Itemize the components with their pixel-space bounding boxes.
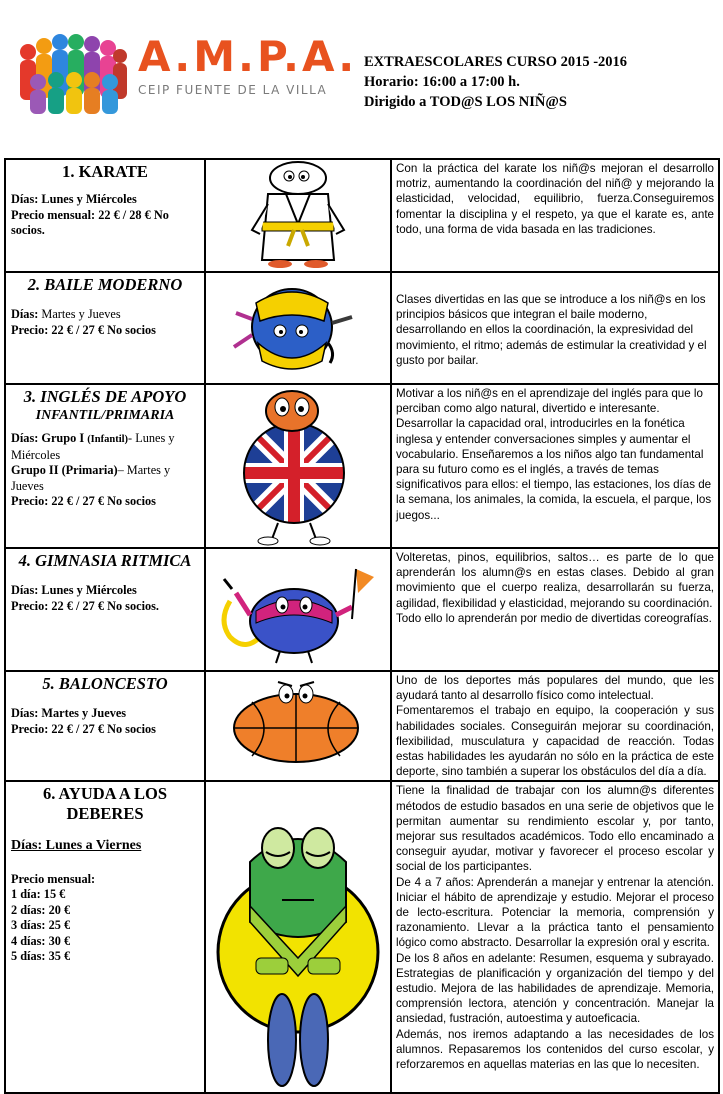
activity-info	[5, 159, 205, 272]
activity-days: Días: Martes y Jueves	[11, 706, 127, 720]
activity-description	[391, 671, 719, 781]
activity-title: 4. GIMNASIA RITMICA	[18, 551, 192, 570]
activity-row-dance	[5, 272, 719, 384]
activity-description	[391, 548, 719, 671]
activities-table	[4, 158, 720, 1094]
activity-description	[391, 781, 719, 1093]
group-two	[11, 463, 199, 494]
uk-flag-character-icon	[206, 385, 390, 547]
people-group-logo-icon	[14, 26, 130, 116]
price-2-days: 2 días: 20 €	[11, 902, 71, 917]
description-text: Tiene la finalidad de trabajar con los alumn@s diferentes métodos de estudio basados en una serie de objetivos que le permitan aumentar su rendimiento escolar y, por tanto, mejorar sus resultados académicos. Todo ello encaminado a conseguir ayudar, motivar y favorecer el proceso escolar y social de los participantes.	[396, 784, 714, 874]
activity-image-cell	[205, 159, 391, 272]
page-header	[0, 0, 723, 150]
activity-info	[5, 272, 205, 384]
price-label: Precio mensual:	[11, 871, 96, 886]
course-title: EXTRAESCOLARES CURSO 2015 -2016	[364, 54, 628, 70]
activity-info	[5, 384, 205, 548]
group-one-label: Días: Grupo I	[11, 431, 88, 445]
activity-image-cell	[205, 548, 391, 671]
activity-days	[11, 307, 199, 323]
group-two-days: – Martes y Jueves	[11, 463, 171, 493]
activity-image-cell	[205, 272, 391, 384]
activity-price: Precio: 22 € / 27 € No socios	[11, 322, 156, 337]
activity-title: 5. BALONCESTO	[42, 674, 168, 693]
schedule: Horario: 16:00 a 17:00 h.	[364, 74, 520, 90]
ampa-logo-text: A.M.P.A.	[138, 32, 358, 81]
description-text-2: Todo ello lo aprenderán por medio de divertidas coreografías.	[396, 611, 712, 625]
activity-description: Con la práctica del karate los niñ@s mejoran el desarrollo motriz, aumentando la coordinación del niñ@ y mejorando la elasticidad, velocidad, equilibrio, fuerza.Conseguiremos fomentar la disciplina y el respeto, ya que el karate es, ante todo, una forma de vida basada en las tradiciones.	[391, 159, 719, 272]
audience: Dirigido a TOD@S LOS NIÑ@S	[364, 94, 567, 110]
activity-price: Precio: 22 € / 27 € No socios	[11, 721, 156, 736]
activity-info	[5, 781, 205, 1093]
activity-image-cell	[205, 384, 391, 548]
description-text: Volteretas, pinos, equilibrios, saltos… es parte de lo que aprenderán los alumn@s en estas clases. Debido al gran movimiento que el cuerpo realiza, desarrollarán su fuerza, agilidad, flexibilidad y elasticidad, mejorando su coordinación.	[396, 551, 714, 610]
description-text-4: Además, nos iremos adaptando a las necesidades de los alumnos. Repasaremos los contenidos del curso escolar, y reforzaremos en aquellas materias en las que lo necesiten.	[396, 1027, 714, 1072]
activity-info	[5, 671, 205, 781]
description-text-2: De 4 a 7 años: Aprenderán a manejar y entrenar la atención. Iniciar el hábito de aprendizaje y estudio. Mejorar el proceso de lecto-escritura. Potenciar la memoria, comprensión y razonamiento. Llevar a la práctica tanto el pensamiento lógico como abstracto. Desarrollar la expresión oral y escrita.	[396, 875, 714, 950]
description-text-3: De los 8 años en adelante: Resumen, esquema y subrayado. Estrategias de planificación y organización del tiempo y del estudio. Mejora de las habilidades de aprendizaje. Memoria, comprensión lectora, atención y concentración. Manejar la ansiedad, fustración, autoestima y autoeficacia.	[396, 951, 714, 1026]
description-text: Uno de los deportes más populares del mundo, que les ayudará tanto al desarrollo físico como intelectual.	[396, 674, 714, 703]
activity-title: 2. BAILE MODERNO	[27, 275, 183, 294]
activity-title: 1. KARATE	[62, 162, 148, 181]
activity-price: Precio: 22 € / 27 € No socios.	[11, 598, 159, 613]
activity-row-karate	[5, 159, 719, 272]
price-1-day: 1 día: 15 €	[11, 887, 66, 902]
student-character-icon	[206, 782, 390, 1092]
activity-title: 3. INGLÉS DE APOYO	[23, 387, 187, 406]
activity-row-gymnastics	[5, 548, 719, 671]
price-5-days: 5 días: 35 €	[11, 949, 71, 964]
school-name: CEIP FUENTE DE LA VILLA	[138, 83, 328, 97]
gymnastics-character-icon	[206, 549, 390, 670]
activity-subtitle: INFANTIL/PRIMARIA	[35, 408, 175, 423]
price-4-days: 4 días: 30 €	[11, 933, 71, 948]
activity-description: Motivar a los niñ@s en el aprendizaje del inglés para que lo perciban como algo natural, divertido e interesante. Desarrollar la capacidad oral, introducirles en la fonética inglesa y entender conversaciones simples y aumentar el vocabulario. Enseñaremos a los niños algo tan fundamental para su futuro como es el inglés, a través de temas significativos para ellos: el tiempo, las estaciones, los días de la semana, los animales, la comida, la escuela, el parque, los juegos...	[391, 384, 719, 548]
activity-days: Días: Lunes a Viernes	[11, 838, 142, 854]
activity-days: Días: Lunes y Miércoles	[11, 583, 137, 597]
karate-character-icon	[206, 160, 390, 271]
basketball-character-icon	[206, 672, 390, 773]
group-one-days: - Lunes y Miércoles	[11, 431, 175, 462]
activity-price: Precio mensual: 22 € / 28 € No socios.	[11, 207, 169, 237]
group-two-label: Grupo II (Primaria)	[11, 463, 118, 477]
activity-row-basketball	[5, 671, 719, 781]
days-value: Martes y Jueves	[38, 307, 121, 321]
activity-title: 6. AYUDA A LOS DEBERES	[42, 784, 168, 824]
header-info	[364, 52, 627, 112]
activity-row-english	[5, 384, 719, 548]
group-one-level: (Infantil)	[87, 434, 129, 445]
activity-image-cell	[205, 671, 391, 781]
activity-image-cell	[205, 781, 391, 1093]
price-3-days: 3 días: 25 €	[11, 918, 71, 933]
description-text: Clases divertidas en las que se introduce a los niñ@s en los principios básicos que integran el baile moderno, desarrollando en ellos la coordinación, la expresividad del movimiento, el ritmo; además de estimular la creatividad y el gusto por bailar.	[396, 293, 707, 367]
activity-row-homework	[5, 781, 719, 1093]
dancing-character-icon	[206, 273, 390, 383]
group-one	[11, 431, 199, 463]
activity-days: Días: Lunes y Miércoles	[11, 192, 137, 206]
description-text-2: Fomentaremos el trabajo en equipo, la cooperación y sus habilidades sociales. Conseguirán mejorar su coordinación, flexibilidad, musculatura y capacidad de reacción. Todas estas habilidades les ayudarán no sólo en la práctica de este deporte, sino también a superar los obstáculos del día a día.	[396, 704, 714, 779]
activity-description	[391, 272, 719, 384]
days-label: Días:	[11, 307, 39, 321]
activity-info	[5, 548, 205, 671]
activity-price: Precio: 22 € / 27 € No socios	[11, 494, 156, 508]
